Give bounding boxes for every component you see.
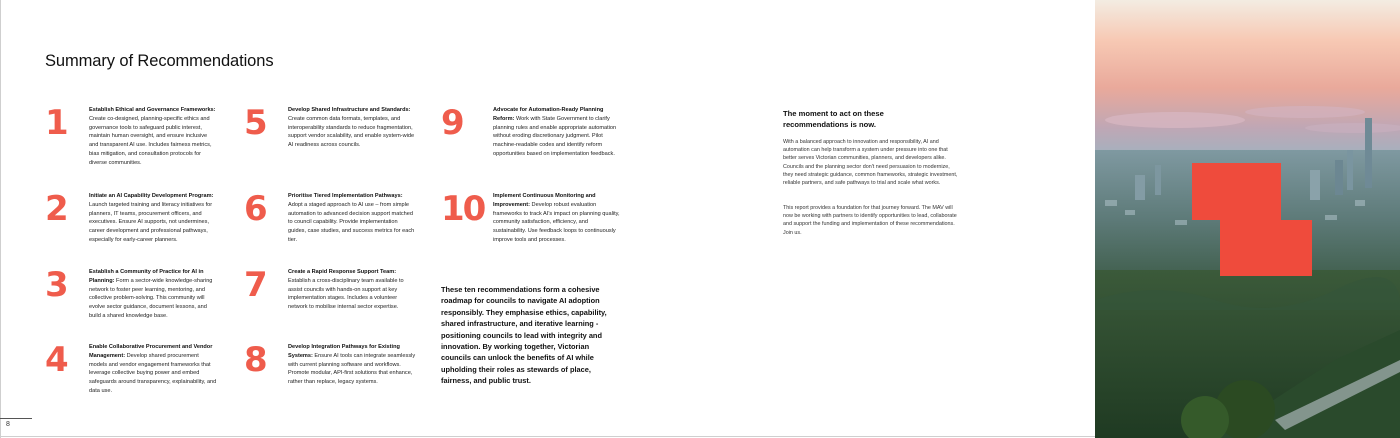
recommendation-number: 1	[45, 103, 67, 143]
page-number: 8	[6, 421, 10, 428]
recommendation-number: 9	[441, 103, 463, 143]
recommendation-body: Create co-designed, planning-specific ethics and governance tools to safeguard public interest, maintain human oversight, and ensure inclusive and transparent AI use. Includes fairness metrics, bias mitigation, and consultation protocols for diverse communities.	[89, 115, 212, 166]
recommendation-10	[441, 189, 641, 262]
recommendation-9	[441, 103, 641, 176]
moment-heading: The moment to act on these recommendations is now.	[783, 109, 884, 129]
recommendation-body: Adopt a staged approach to AI use – from simple automation to advanced decision support matched to council capability. Provide implementation guides, case studies, and success metrics for each tier.	[288, 201, 415, 243]
moment-paragraph-1: With a balanced approach to innovation and responsibility, AI and automation can help transform a system under pressure into one that better serves Victorian communities, planners, and developers alike. Councils and the planning sector don't need persuasion to modernize, they need strategic guidance, common frameworks, strategic investment, reliable partners, and safe pathways to trial and scale what works.	[783, 139, 958, 187]
recommendation-7	[244, 265, 444, 338]
recommendation-body: Create common data formats, templates, and interoperability standards to reduce fragmentation, support vendor scalability, and enable system-wide AI readiness across councils.	[288, 115, 415, 149]
recommendation-text	[493, 106, 621, 159]
recommendation-number: 10	[441, 189, 485, 229]
recommendation-heading: Develop Shared Infrastructure and Standards:	[288, 107, 411, 113]
recommendation-text	[89, 192, 217, 245]
recommendation-text	[288, 192, 416, 245]
recommendation-heading: Implement Continuous Monitoring and Improvement:	[493, 193, 596, 208]
summary-statement: These ten recommendations form a cohesive roadmap for councils to navigate AI adoption responsibly. They emphasise ethics, capability, shared infrastructure, and iterative learning - positioning councils to lead with integrity and innovation. By working together, Victorian councils can unlock the benefits of AI while upholding their roles as stewards of place, fairness, and public trust.	[441, 285, 607, 386]
recommendation-body: Establish a cross-disciplinary team available to assist councils with hands-on support at key implementation stages. Includes a volunteer network to mobilise internal sector expertise.	[288, 277, 404, 311]
recommendation-number: 3	[45, 265, 67, 305]
recommendation-3	[45, 265, 245, 338]
recommendation-text	[89, 268, 217, 321]
recommendation-body: Develop shared procurement models and vendor engagement frameworks that leverage collective buying power and embed safeguards around transparency, explainability, and data use.	[89, 352, 217, 394]
recommendation-1	[45, 103, 245, 176]
recommendation-4	[45, 340, 245, 413]
recommendation-heading: Advocate for Automation-Ready Planning Reform:	[493, 107, 604, 122]
recommendation-heading: Prioritise Tiered Implementation Pathways:	[288, 193, 403, 199]
page-edge	[0, 0, 1, 438]
recommendation-body: Develop robust evaluation frameworks to track AI's impact on planning quality, community satisfaction, efficiency, and sustainability. Use feedback loops to continuously improve tools and processes.	[493, 201, 620, 243]
recommendation-number: 8	[244, 340, 266, 380]
recommendation-number: 6	[244, 189, 266, 229]
recommendation-number: 2	[45, 189, 67, 229]
moment-paragraph-2: This report provides a foundation for that journey forward. The MAV will now be working with partners to identify opportunities to lead, collaborate and support the funding and implementation of these recommendations. Join us.	[783, 205, 957, 236]
recommendation-2	[45, 189, 245, 262]
recommendation-8	[244, 340, 444, 413]
footer-rule	[0, 418, 32, 419]
recommendation-body: Form a sector-wide knowledge-sharing network to foster peer learning, mentoring, and collective problem-solving. This community will evolve sector guidance, document lessons, and build a shared knowledge base.	[89, 277, 213, 319]
recommendation-number: 5	[244, 103, 266, 143]
recommendation-text	[89, 343, 217, 396]
recommendation-text	[493, 192, 621, 245]
recommendation-heading: Enable Collaborative Procurement and Vendor Management:	[89, 344, 213, 359]
page-bottom-edge	[0, 436, 1095, 437]
recommendation-text	[89, 106, 217, 168]
recommendation-heading: Create a Rapid Response Support Team:	[288, 269, 397, 275]
recommendation-body: Launch targeted training and literacy initiatives for planners, IT teams, procurement officers, and executives. Ensure AI supports, not undermines, career development and professional pathways, especially for early-career planners.	[89, 201, 213, 243]
recommendation-number: 4	[45, 340, 67, 380]
recommendation-number: 7	[244, 265, 266, 305]
recommendation-text	[288, 343, 416, 387]
recommendation-heading: Initiate an AI Capability Development Program:	[89, 193, 214, 199]
recommendation-text	[288, 106, 416, 150]
recommendation-text	[288, 268, 416, 312]
page-title: Summary of Recommendations	[45, 52, 274, 70]
recommendation-body: Work with State Government to clarify planning rules and enable appropriate automation without eroding discretionary judgment. Pilot machine-readable codes and identify reform opportunities based on implementation feedback.	[493, 115, 617, 157]
recommendation-body: Ensure AI tools can integrate seamlessly with current planning software and workflows. Promote modular, API-first solutions that enhance, rather than replace, legacy systems.	[288, 352, 416, 386]
recommendation-6	[244, 189, 444, 262]
recommendation-heading: Establish a Community of Practice for AI in Planning:	[89, 269, 204, 284]
recommendation-heading: Establish Ethical and Governance Frameworks:	[89, 107, 216, 113]
city-landscape-photo	[1095, 0, 1400, 438]
recommendation-heading: Develop Integration Pathways for Existing Systems:	[288, 344, 400, 359]
recommendation-5	[244, 103, 444, 176]
